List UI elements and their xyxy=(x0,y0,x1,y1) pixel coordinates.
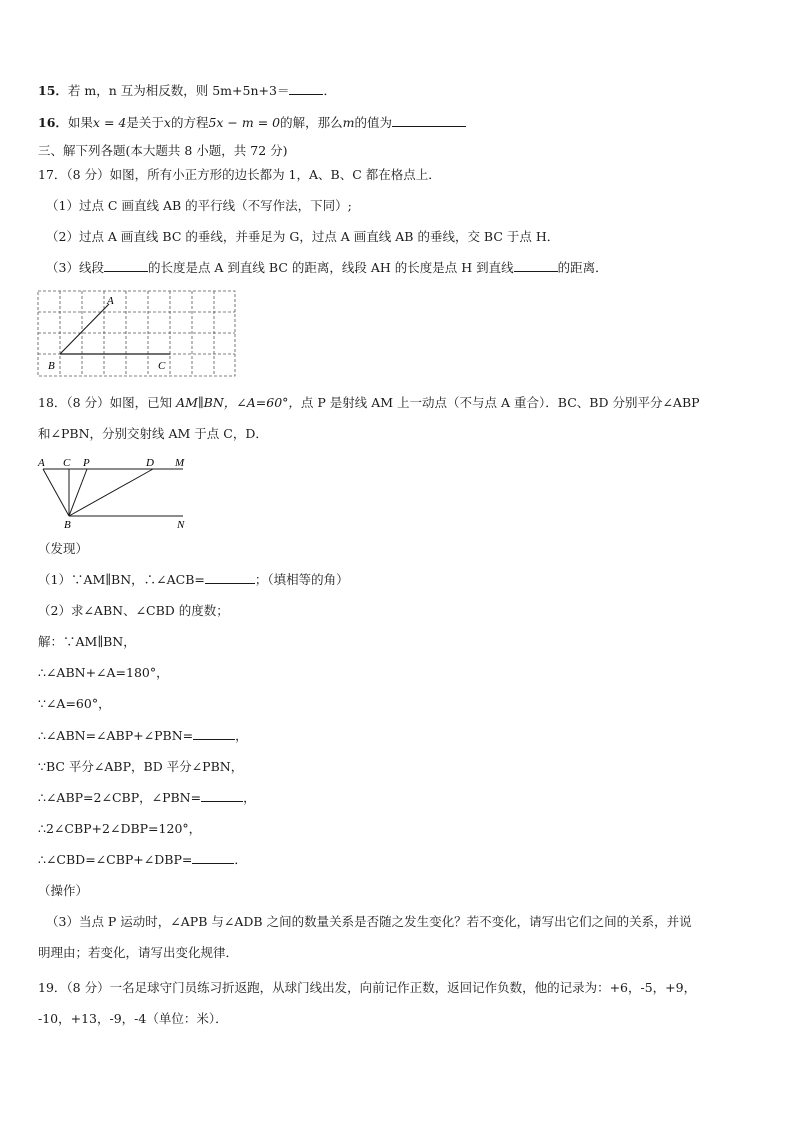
text: 如果 xyxy=(67,115,93,130)
solution-line-6: ∴2∠CBP+2∠DBP=120°， xyxy=(38,821,202,836)
segment-ab xyxy=(43,469,69,516)
text: （3）线段 xyxy=(46,260,104,275)
solution-line-1: ∴∠ABN+∠A=180°， xyxy=(38,665,169,680)
point-label-b: B xyxy=(48,360,55,372)
condition: AM∥BN，∠A=60°， xyxy=(176,395,301,410)
question-19-line2: -10，+13，-9，-4（单位：米）． xyxy=(38,1011,228,1026)
text: ． xyxy=(234,852,247,867)
question-16 xyxy=(38,114,466,132)
section-title: 三、解下列各题(本大题共 8 小题，共 72 分) xyxy=(38,143,288,158)
point-label-a: A xyxy=(38,457,45,469)
text: ∴∠CBD=∠CBP+∠DBP= xyxy=(38,852,193,867)
text: 18．（8 分）如图，已知 xyxy=(38,395,177,410)
question-18-part3: （3）当点 P 运动时，∠APB 与∠ADB 之间的数量关系是否随之发生变化？若不变化，请写出它们之间的关系，并说 xyxy=(46,914,692,929)
text: 是关于 xyxy=(126,115,164,130)
point-label-a: A xyxy=(107,295,114,307)
point-label-b: B xyxy=(64,519,71,531)
punct: ． xyxy=(323,83,336,98)
variable: m xyxy=(342,115,355,130)
point-label-n: N xyxy=(177,519,185,531)
operate-heading: （操作） xyxy=(38,883,89,898)
text: 的值为 xyxy=(354,115,392,130)
question-18-head2: 和∠PBN，分别交射线 AM 于点 C，D． xyxy=(38,426,268,441)
question-text: 若 m，n 互为相反数，则 5m+5n+3＝ xyxy=(67,83,290,98)
equation: x = 4 xyxy=(92,115,127,130)
point-label-c: C xyxy=(158,360,166,372)
point-label-d: D xyxy=(146,457,154,469)
segment-bp xyxy=(69,469,87,516)
answer-blank xyxy=(514,259,558,272)
question-17-part3 xyxy=(46,259,608,277)
answer-blank xyxy=(205,571,255,584)
question-number: 16． xyxy=(38,115,68,130)
segment-bd xyxy=(69,469,153,516)
question-18-part3-cont: 明理由；若变化，请写出变化规律． xyxy=(38,945,239,960)
question-19-line1: 19．（8 分）一名足球守门员练习折返跑，从球门线出发，向前记作正数，返回记作负数，他的记录为：+6，-5，+9， xyxy=(38,980,697,995)
equation: 5x − m = 0 xyxy=(208,115,281,130)
discover-heading: （发现） xyxy=(38,541,89,556)
point-label-m: M xyxy=(175,457,185,469)
solution-start: 解：∵AM∥BN， xyxy=(38,634,136,649)
question-18-head xyxy=(38,394,700,412)
grid-figure xyxy=(37,290,239,380)
point-label-c: C xyxy=(63,457,71,469)
solution-line-7 xyxy=(38,851,247,869)
question-17-part1: （1）过点 C 画直线 AB 的平行线（不写作法，下同）; xyxy=(46,198,352,213)
question-18-part2: （2）求∠ABN、∠CBD 的度数； xyxy=(38,603,229,618)
parallel-lines-figure xyxy=(37,455,197,531)
solution-line-3 xyxy=(38,727,248,745)
solution-line-4: ∵BC 平分∠ABP，BD 平分∠PBN， xyxy=(38,759,244,774)
variable: x xyxy=(163,115,171,130)
text: （1）∵AM∥BN，∴∠ACB= xyxy=(38,572,205,587)
question-17-part2: （2）过点 A 画直线 BC 的垂线，并垂足为 G，过点 A 画直线 AB 的垂线，交 BC 于点 H． xyxy=(46,229,560,244)
question-15 xyxy=(38,82,336,100)
solution-line-2: ∵∠A=60°， xyxy=(38,696,111,711)
text: 的解，那么 xyxy=(280,115,343,130)
answer-blank xyxy=(104,259,148,272)
grid-lines xyxy=(38,291,235,376)
question-18-part1 xyxy=(38,571,349,589)
solution-line-5 xyxy=(38,789,256,807)
question-number: 15． xyxy=(38,83,68,98)
answer-blank xyxy=(193,727,235,740)
text: ∴∠ABP=2∠CBP，∠PBN= xyxy=(38,790,202,805)
text: 点 P 是射线 AM 上一动点（不与点 A 重合）．BC、BD 分别平分∠ABP xyxy=(300,395,700,410)
answer-blank xyxy=(201,789,243,802)
text: 的长度是点 A 到直线 BC 的距离，线段 AH 的长度是点 H 到直线 xyxy=(147,260,514,275)
text: ， xyxy=(243,790,256,805)
answer-blank xyxy=(289,82,323,95)
text: ∴∠ABN=∠ABP+∠PBN= xyxy=(38,728,194,743)
segment-ab xyxy=(60,304,109,354)
answer-blank xyxy=(192,851,234,864)
answer-blank xyxy=(392,114,466,127)
point-label-p: P xyxy=(83,457,90,469)
question-17-head: 17．（8 分）如图，所有小正方形的边长都为 1，A、B、C 都在格点上． xyxy=(38,167,441,182)
text: ；（填相等的角） xyxy=(254,572,349,587)
text: 的距离． xyxy=(557,260,608,275)
text: 的方程 xyxy=(170,115,209,130)
text: ， xyxy=(235,728,248,743)
